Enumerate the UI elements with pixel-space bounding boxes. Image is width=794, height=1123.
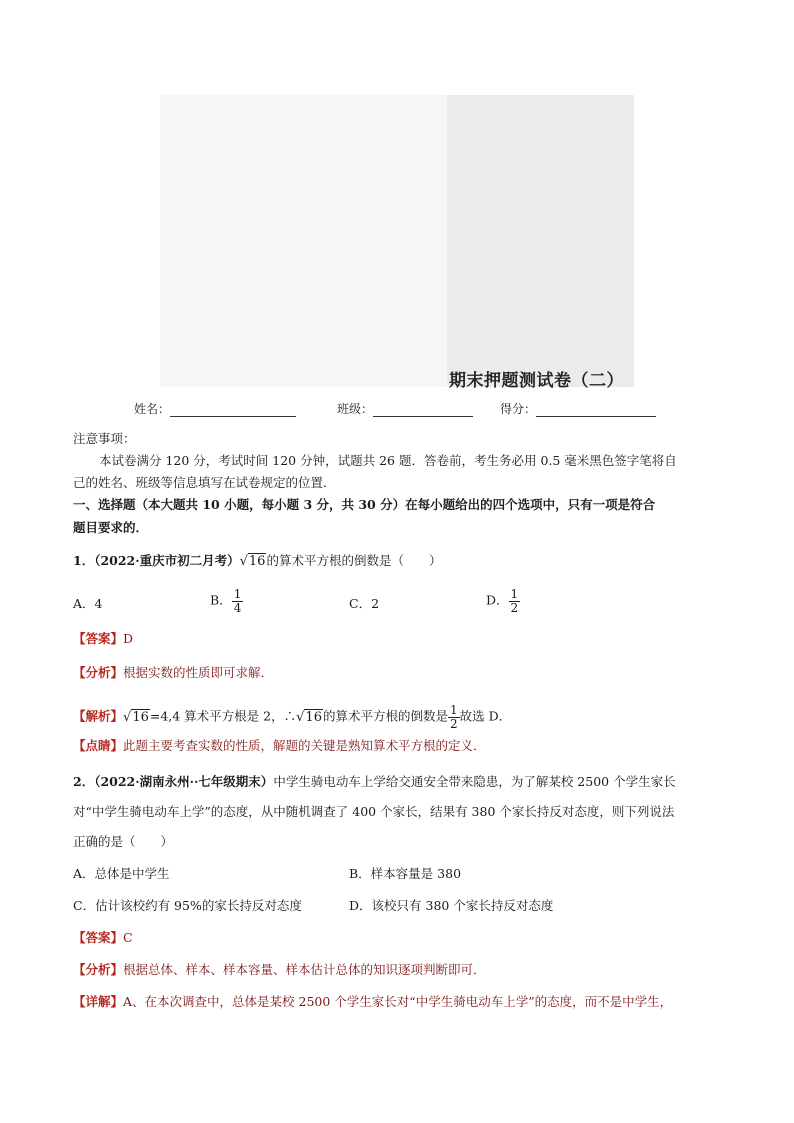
q1-option-b-num: 1 bbox=[233, 587, 242, 601]
q1-analysis-text: 根据实数的性质即可求解． bbox=[123, 665, 274, 680]
q1-solution-sqrt-2: √16 bbox=[296, 709, 322, 725]
q1-analysis bbox=[73, 667, 273, 680]
q2-option-c: C．估计该校约有 95%的家长持反对态度 bbox=[73, 898, 302, 913]
q2-option-b: B．样本容量是 380 bbox=[349, 866, 462, 881]
q1-comment bbox=[73, 740, 486, 753]
q2-detail-text: A、在本次调查中，总体是某校 2500 个学生家长对“中学生骑电动车上学”的态度，而不是中学生， bbox=[123, 994, 673, 1009]
q1-solution-radicand-2: 16 bbox=[305, 709, 322, 725]
q1-option-b-fraction bbox=[232, 588, 244, 614]
q2-source: （2022·湖南永州··七年级期末） bbox=[94, 774, 274, 789]
q1-option-d bbox=[486, 588, 520, 614]
q2-number: 2． bbox=[73, 774, 95, 789]
q1-solution-part-3: 故选 D． bbox=[459, 708, 512, 724]
q1-solution-tag: 【解析】 bbox=[73, 708, 124, 724]
q1-solution-part-2: 的算术平方根的倒数是 bbox=[322, 708, 448, 724]
q2-analysis-text: 根据总体、样本、样本容量、样本估计总体的知识逐项判断即可． bbox=[123, 962, 486, 977]
notes-line-2: 己的姓名、班级等信息填写在试卷规定的位置． bbox=[73, 475, 336, 490]
q1-solution-sqrt-1: √16 bbox=[123, 709, 149, 725]
q1-option-d-label: D． bbox=[486, 592, 509, 608]
class-field bbox=[337, 400, 473, 417]
q1-option-c: C．2 bbox=[349, 596, 380, 611]
q1-option-a: A．4 bbox=[73, 596, 103, 611]
q1-sqrt: √16 bbox=[239, 554, 266, 569]
q2-analysis-tag: 【分析】 bbox=[73, 962, 124, 977]
q1-solution-fraction-den: 2 bbox=[449, 716, 458, 731]
score-field bbox=[500, 400, 656, 417]
q1-option-b bbox=[210, 588, 243, 614]
q2-answer-tag: 【答案】 bbox=[73, 930, 124, 945]
q1-comment-text: 此题主要考查实数的性质，解题的关键是熟知算术平方根的定义． bbox=[123, 738, 486, 753]
q2-stem-line-1-text: 中学生骑电动车上学给交通安全带来隐患，为了解某校 2500 个学生家长 bbox=[273, 774, 676, 789]
section-1-line-2: 题目要求的． bbox=[73, 520, 149, 535]
q2-analysis bbox=[73, 964, 486, 977]
q1-number: 1． bbox=[73, 553, 95, 568]
q1-option-b-label: B． bbox=[210, 592, 232, 608]
q1-solution-fraction bbox=[448, 704, 460, 730]
score-blank bbox=[536, 404, 656, 417]
q1-comment-tag: 【点睛】 bbox=[73, 738, 124, 753]
q1-option-d-num: 1 bbox=[510, 587, 519, 601]
class-blank bbox=[373, 404, 473, 417]
q1-solution-radicand-1: 16 bbox=[132, 709, 149, 725]
q1-solution bbox=[73, 704, 511, 730]
name-field bbox=[134, 400, 296, 417]
q2-detail-tag: 【详解】 bbox=[73, 994, 124, 1009]
q1-answer-tag: 【答案】 bbox=[73, 631, 124, 646]
q2-option-a: A．总体是中学生 bbox=[73, 866, 170, 881]
q2-answer bbox=[73, 932, 133, 945]
notes-line-1: 本试卷满分 120 分，考试时间 120 分钟，试题共 26 题．答卷前，考生务必用 0.5 毫米黑色签字笔将自 bbox=[99, 453, 677, 468]
q1-source: （2022·重庆市初二月考） bbox=[94, 553, 240, 568]
q1-option-b-den: 4 bbox=[233, 600, 242, 615]
q2-option-d: D．该校只有 380 个家长持反对态度 bbox=[349, 898, 554, 913]
notes-heading: 注意事项： bbox=[73, 431, 136, 446]
q1-analysis-tag: 【分析】 bbox=[73, 665, 124, 680]
q1-option-d-den: 2 bbox=[510, 600, 519, 615]
q2-detail bbox=[73, 996, 672, 1009]
q1-solution-part-1: =4,4 算术平方根是 2，∴ bbox=[149, 708, 297, 724]
header-banner-light bbox=[160, 95, 448, 387]
q1-answer-value: D bbox=[123, 631, 134, 646]
class-label: 班级： bbox=[337, 402, 374, 416]
section-1-line-1: 一、选择题（本大题共 10 小题，每小题 3 分，共 30 分）在每小题给出的四个选项中，只有一项是符合 bbox=[73, 497, 656, 512]
q1-solution-fraction-num: 1 bbox=[449, 703, 458, 717]
q2-stem-line-3: 正确的是（ ） bbox=[73, 834, 174, 849]
name-label: 姓名： bbox=[134, 402, 171, 416]
q2-answer-value: C bbox=[123, 930, 133, 945]
exam-title: 期末押题测试卷（二） bbox=[449, 371, 624, 391]
header-banner-dark bbox=[447, 95, 634, 387]
q1-answer bbox=[73, 633, 133, 646]
q1-stem bbox=[73, 555, 441, 568]
q2-stem-line-1 bbox=[73, 776, 676, 789]
q1-sqrt-radicand: 16 bbox=[248, 554, 266, 569]
q1-stem-rest: 的算术平方根的倒数是（ ） bbox=[266, 553, 442, 568]
score-label: 得分： bbox=[500, 402, 537, 416]
q1-option-d-fraction bbox=[509, 588, 521, 614]
q2-stem-line-2: 对“中学生骑电动车上学”的态度，从中随机调查了 400 个家长，结果有 380 个家长持反对态度，则下列说法 bbox=[73, 804, 675, 819]
name-blank bbox=[170, 404, 296, 417]
